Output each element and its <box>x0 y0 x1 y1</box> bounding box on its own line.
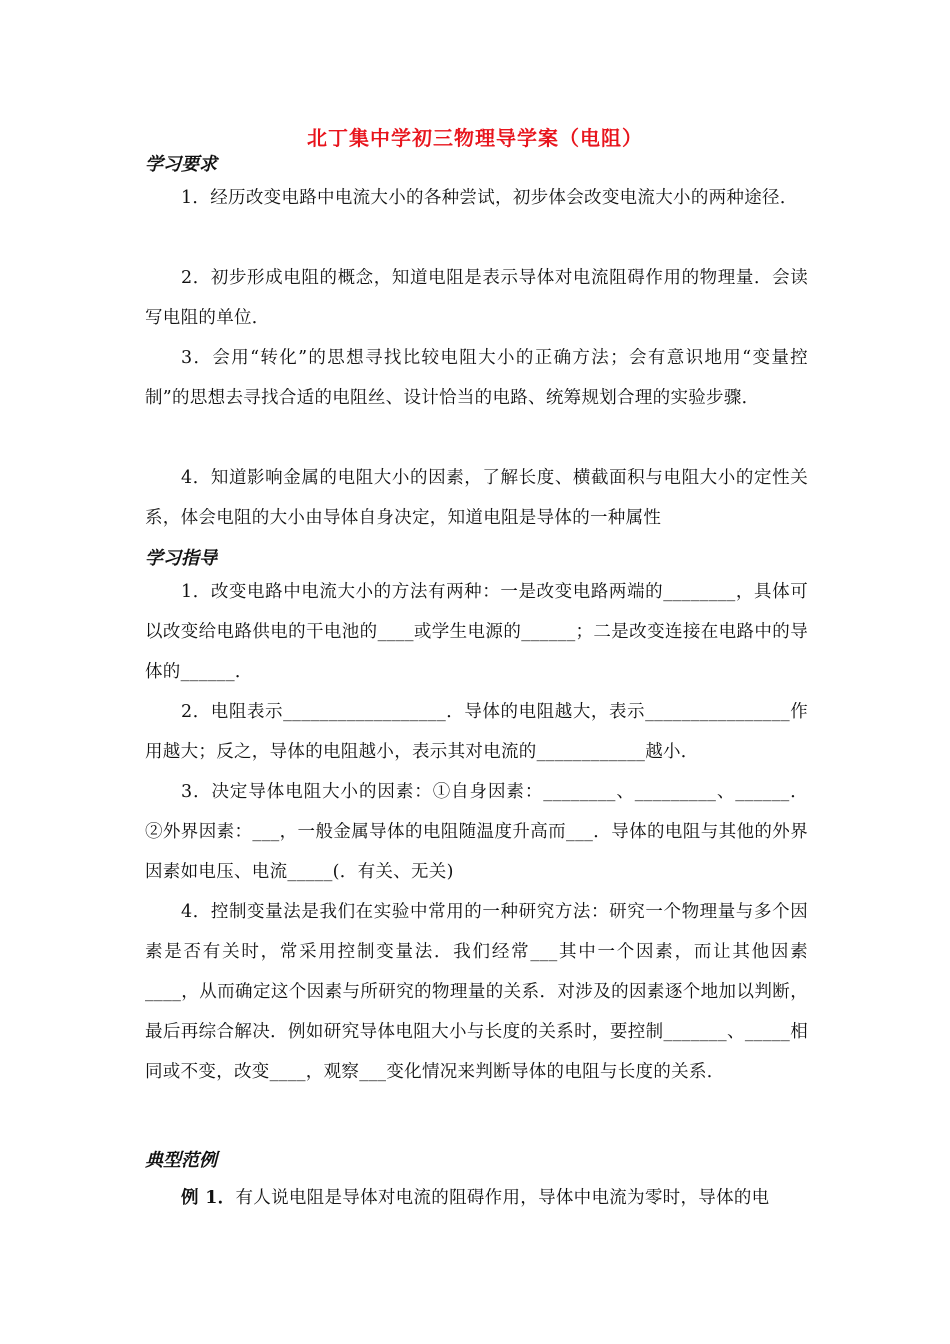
example-label: 例 1． <box>181 1188 236 1208</box>
guidance-item-3: 3．决定导体电阻大小的因素：①自身因素：________、_________、______．②外界因素：___，一般金属导体的电阻随温度升高而___．导体的电阻与其他的外界因素如电压、电流_____(．有关、无关) <box>145 782 808 882</box>
requirement-item-1: 1．经历改变电路中电流大小的各种尝试，初步体会改变电流大小的两种途径． <box>181 188 798 208</box>
example-1 <box>145 1178 808 1218</box>
guidance-item-4: 4．控制变量法是我们在实验中常用的一种研究方法：研究一个物理量与多个因素是否有关时，常采用控制变量法．我们经常___其中一个因素，而让其他因素____，从而确定这个因素与所研究的物理量的关系．对涉及的因素逐个地加以判断，最后再综合解决．例如研究导体电阻大小与长度的关系时，要控制_______、_____相同或不变，改变____，观察___变化情况来判断导体的电阻与长度的关系． <box>145 902 808 1082</box>
example-text: 有人说电阻是导体对电流的阻碍作用，导体中电流为零时，导体的电 <box>235 1188 770 1208</box>
section-heading-examples: 典型范例 <box>145 1150 217 1171</box>
guidance-item-2: 2．电阻表示__________________．导体的电阻越大，表示________________作用越大；反之，导体的电阻越小，表示其对电流的____________越小． <box>145 702 808 762</box>
section-heading-requirements: 学习要求 <box>145 154 217 175</box>
requirement-item-4: 4．知道影响金属的电阻大小的因素，了解长度、横截面积与电阻大小的定性关系，体会电阻的大小由导体自身决定，知道电阻是导体的一种属性 <box>145 468 808 528</box>
section-heading-guidance: 学习指导 <box>145 548 217 569</box>
guidance-item-1: 1．改变电路中电流大小的方法有两种：一是改变电路两端的________，具体可以改变给电路供电的干电池的____或学生电源的______；二是改变连接在电路中的导体的______． <box>145 582 808 682</box>
requirement-item-3: 3．会用“转化”的思想寻找比较电阻大小的正确方法；会有意识地用“变量控制”的思想去寻找合适的电阻丝、设计恰当的电路、统筹规划合理的实验步骤． <box>145 348 808 408</box>
document-title: 北丁集中学初三物理导学案（电阻） <box>307 126 643 150</box>
requirement-item-2: 2．初步形成电阻的概念，知道电阻是表示导体对电流阻碍作用的物理量．会读写电阻的单位． <box>145 268 808 328</box>
